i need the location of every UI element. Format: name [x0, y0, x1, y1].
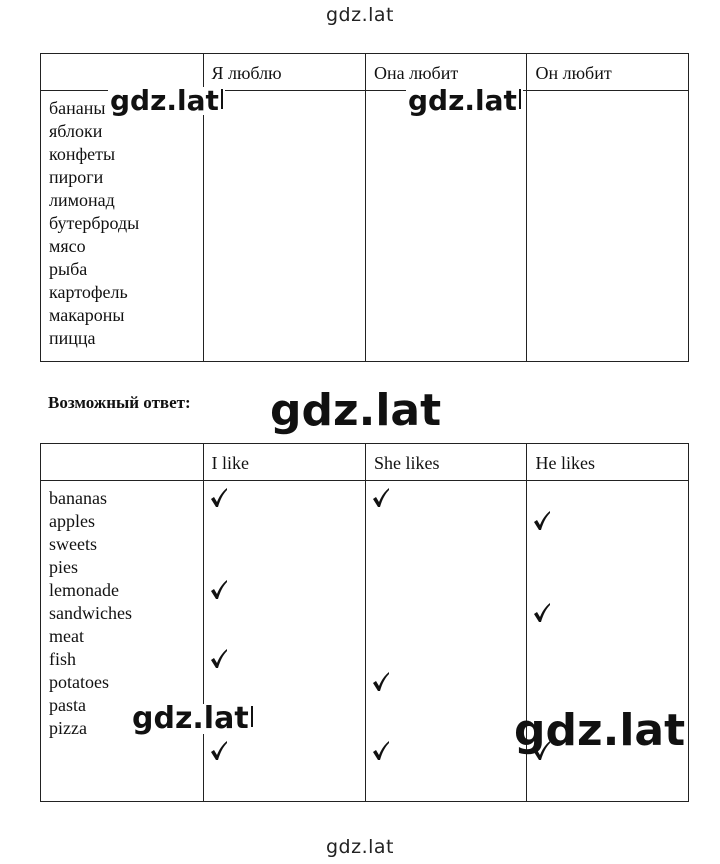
- header-empty: [41, 444, 204, 481]
- header-he-loves: Он любит: [527, 54, 689, 91]
- list-item: пицца: [49, 328, 96, 348]
- list-item: meat: [49, 626, 84, 646]
- list-item: лимонад: [49, 190, 115, 210]
- watermark-stamp: gdz.lat: [108, 87, 225, 115]
- list-item: pies: [49, 557, 78, 577]
- check-mark-icon: [533, 511, 551, 531]
- i-like-checks: [204, 481, 366, 801]
- he-loves-cell: [527, 91, 689, 362]
- food-list-cell: [41, 91, 204, 362]
- check-mark-icon: [210, 649, 228, 669]
- answer-heading: Возможный ответ:: [48, 393, 191, 412]
- list-item: pasta: [49, 695, 86, 715]
- header-she-likes: She likes: [366, 444, 527, 481]
- header-she-loves: Она любит: [366, 54, 527, 91]
- header-he-likes: He likes: [527, 444, 689, 481]
- watermark-stamp: gdz.lat: [130, 704, 255, 734]
- header-row: [41, 444, 689, 481]
- she-loves-cell: [366, 91, 527, 362]
- check-mark-icon: [210, 580, 228, 600]
- list-item: bananas: [49, 488, 107, 508]
- check-mark-icon: [533, 603, 551, 623]
- food-list-cell: [41, 481, 204, 802]
- food-list-ru: [41, 91, 203, 350]
- watermark-stamp: gdz.lat: [406, 87, 523, 115]
- watermark-top: gdz.lat: [325, 4, 394, 26]
- watermark-stamp: gdz.lat: [270, 385, 442, 436]
- list-item: мясо: [49, 236, 86, 256]
- list-item: бутерброды: [49, 213, 140, 233]
- watermark-stamp: gdz.lat: [514, 705, 686, 756]
- list-item: бананы: [49, 98, 106, 118]
- list-item: рыба: [49, 259, 88, 279]
- check-mark-icon: [210, 488, 228, 508]
- list-item: макароны: [49, 305, 125, 325]
- check-mark-icon: [372, 488, 390, 508]
- i-like-cell: [203, 481, 366, 802]
- header-i-like: I like: [203, 444, 366, 481]
- list-item: pizza: [49, 718, 87, 738]
- list-item: sandwiches: [49, 603, 132, 623]
- list-item: fish: [49, 649, 76, 669]
- check-mark-icon: [372, 741, 390, 761]
- list-item: пироги: [49, 167, 104, 187]
- list-item: apples: [49, 511, 95, 531]
- list-item: картофель: [49, 282, 128, 302]
- check-mark-icon: [372, 672, 390, 692]
- list-item: potatoes: [49, 672, 109, 692]
- header-i-love: Я люблю: [203, 54, 366, 91]
- list-item: lemonade: [49, 580, 119, 600]
- she-likes-cell: [366, 481, 527, 802]
- items-row: [41, 91, 689, 362]
- list-item: конфеты: [49, 144, 116, 164]
- watermark-bottom: gdz.lat: [325, 836, 394, 858]
- check-mark-icon: [210, 741, 228, 761]
- list-item: яблоки: [49, 121, 103, 141]
- she-likes-checks: [366, 481, 526, 801]
- i-love-cell: [203, 91, 366, 362]
- list-item: sweets: [49, 534, 97, 554]
